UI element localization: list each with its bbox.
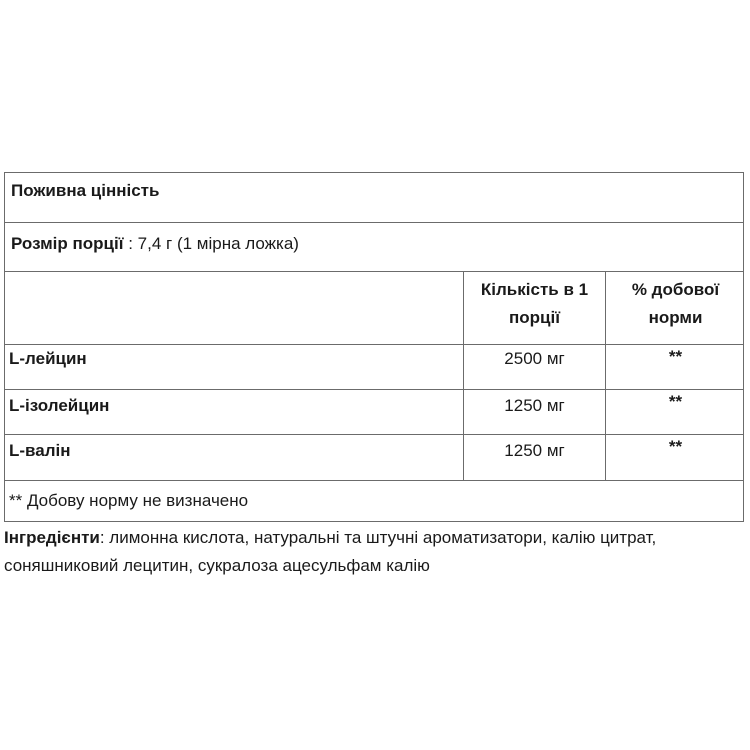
amount-header-line1: Кількість в 1 (480, 280, 589, 299)
serving-size (11, 234, 299, 254)
nutrient-name: L-ізолейцин (9, 396, 110, 415)
daily-value-header-line2: норми (648, 308, 703, 327)
table-row (5, 390, 743, 435)
nutrition-facts-table (4, 172, 744, 522)
ingredients-list: : лимонна кислота, натуральні та штучні ароматизатори, калію цитрат, соняшниковий лецитин, сукралоза ацесульфам калію (4, 528, 657, 575)
nutrient-amount: 1250 мг (504, 396, 565, 415)
table-title: Поживна цінність (11, 181, 160, 200)
column-divider (463, 272, 464, 481)
footnote: ** Добову норму не визначено (9, 491, 249, 510)
ingredients-label: Інгредієнти (4, 528, 100, 547)
table-title-row (5, 173, 743, 223)
nutrient-name: L-валін (9, 441, 71, 460)
serving-size-label: Розмір порції (11, 234, 124, 253)
table-row (5, 345, 743, 390)
table-header-row (5, 272, 743, 345)
nutrient-name: L-лейцин (9, 349, 87, 368)
nutrient-daily-value: ** (668, 437, 683, 456)
nutrient-daily-value: ** (668, 392, 683, 411)
daily-value-header-line1: % добової (631, 280, 720, 299)
serving-size-row (5, 223, 743, 272)
nutrient-amount: 1250 мг (504, 441, 565, 460)
nutrient-daily-value: ** (668, 347, 683, 366)
daily-value-header (606, 276, 745, 332)
nutrient-amount: 2500 мг (504, 349, 565, 368)
amount-header (464, 276, 605, 332)
amount-header-line2: порції (509, 308, 560, 327)
ingredients-text (4, 524, 734, 580)
footnote-row (5, 481, 743, 523)
table-row (5, 435, 743, 481)
column-divider (605, 272, 606, 481)
serving-size-value: : 7,4 г (1 мірна ложка) (123, 234, 299, 253)
